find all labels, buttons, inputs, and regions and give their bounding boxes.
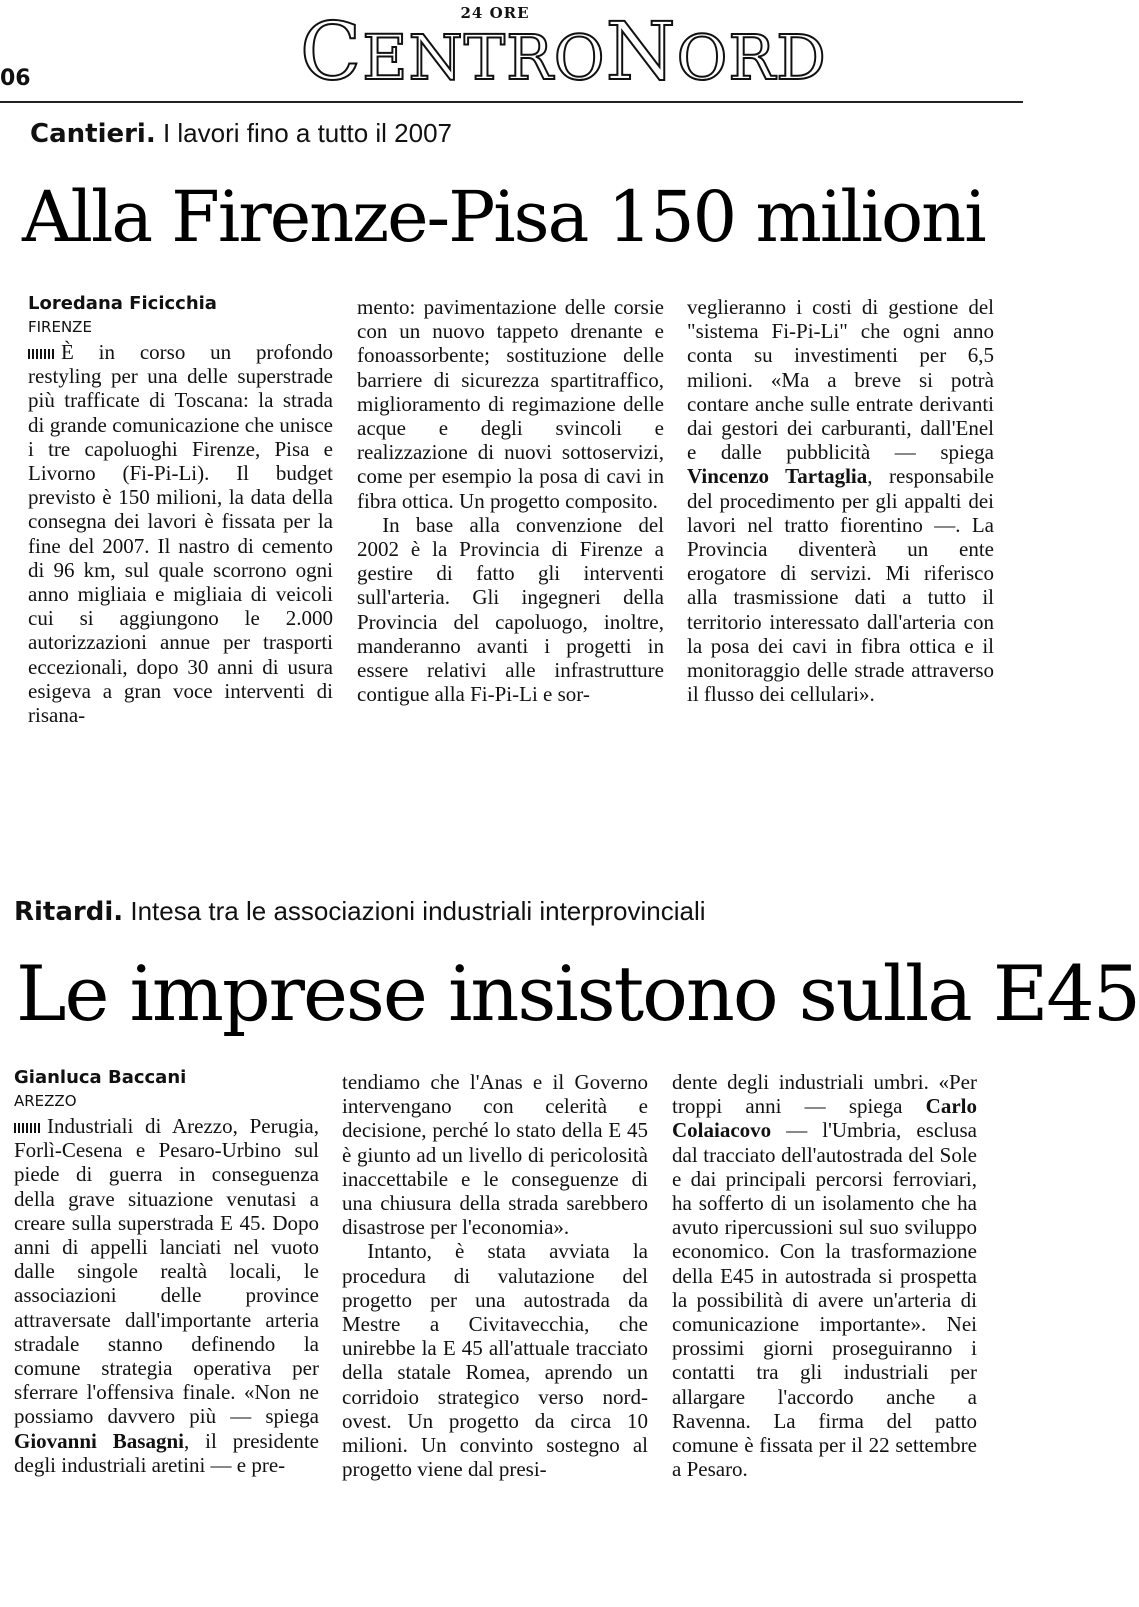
article2-author: Gianluca Baccani — [14, 1067, 187, 1088]
article1-author: Loredana Ficicchia — [28, 293, 217, 314]
masthead-logo — [300, 0, 827, 100]
article2-column-3: dente degli industriali umbri. «Per troppi anni — spiega Carlo Colaiacovo — l'Umbria, esclusa dal tracciato dell'autostrada del Sole e dai principali percorsi ferroviari, ha sofferto di un isolamento che ha avuto ripercussioni sul suo sviluppo economico. Con la trasformazione della E45 in autostrada si prospetta la possibilità di avere un'arteria di comunicazione importante». Nei prossimi giorni proseguiranno i contatti tra gli industriali per allargare l'accordo anche a Ravenna. La firma del patto comune è fissata per il 22 settembre a Pesaro. — [672, 1070, 977, 1482]
article1-column-1: Loredana Ficicchia FIRENZE È in corso un profondo restyling per una delle superstrade più trafficate di Toscana: la strada di grande comunicazione che unisce i tre capoluoghi Firenze, Pisa e Livorno (Fi-Pi-Li). Il budget previsto è 150 milioni, la data della consegna dei lavori è fissata per la fine del 2007. Il nastro di cemento di 96 km, sul quale scorrono ogni anno migliaia e migliaia di veicoli cui si aggiungono le 2.000 autorizzazioni annue per trasporti eccezionali, dopo 30 anni di usura esigeva a gran voce interventi di risana- — [28, 293, 333, 728]
lead-marker-icon — [28, 349, 56, 359]
quoted-person-name: Vincenzo Tartaglia — [687, 464, 868, 489]
article2-kicker: Ritardi. Intesa tra le associazioni industriali interprovinciali — [14, 896, 706, 927]
article1-column-2: mento: pavimentazione delle corsie con un nuovo tappeto drenante e fonoassorbente; sostituzione delle barriere di sicurezza spartitraffico, miglioramento di regimazione delle acque e degli svincoli e realizzazione di nuovi sottoservizi, come per esempio la posa di cavi in fibra ottica. Un progetto composito. In base alla convenzione del 2002 è la Provincia di Firenze a gestire di fatto gli interventi sull'arteria. Gli ingegneri della Provincia del capoluogo, inoltre, manderanno avanti i progetti in essere relativi alle infrastrutture contigue alla Fi-Pi-Li e sor- — [357, 295, 664, 707]
masthead-small-label: 24 ORE — [460, 4, 530, 22]
masthead-title: CENTRONORD — [300, 5, 827, 98]
header-rule — [0, 101, 1023, 103]
article2-column-2: tendiamo che l'Anas e il Governo intervengano con celerità e decisione, perché lo stato della E 45 è giunto ad un livello di pericolosità inaccettabile e le conseguenze di una chiusura della strada sarebbero disastrose per l'economia». Intanto, è stata avviata la procedura di valutazione del progetto per una autostrada da Mestre a Civitavecchia, che unirebbe la E 45 all'attuale tracciato della statale Romea, aprendo un corridoio strategico verso nord-ovest. Un progetto da circa 10 milioni. Un convinto sostegno al progetto viene dal presi- — [342, 1070, 648, 1482]
article2-headline: Le imprese insistono sulla E45 — [16, 949, 1139, 1038]
article2-column-1: Gianluca Baccani AREZZO Industriali di Arezzo, Perugia, Forlì-Cesena e Pesaro-Urbino sul piede di guerra in conseguenza della grave situazione venutasi a creare sulla superstrada E 45. Dopo anni di appelli lanciati nel vuoto dalle singole realtà locali, le associazioni delle province attraversate dall'importante arteria stradale stanno definendo la comune strategia operativa per sferrare l'offensiva finale. «Non ne possiamo davvero più — spiega Giovanni Basagni, il presidente degli industriali aretini — e pre- — [14, 1067, 319, 1477]
quoted-person-name: Giovanni Basagni — [14, 1428, 184, 1453]
page-number: 06 — [0, 66, 31, 91]
article1-kicker: Cantieri. I lavori fino a tutto il 2007 — [30, 118, 453, 149]
article1-column-3: veglieranno i costi di gestione del "sistema Fi-Pi-Li" che ogni anno conta su investimenti per 6,5 milioni. «Ma a breve si potrà contare anche sulle entrate derivanti dai gestori dei carburanti, dall'Enel e dalle pubblicità — spiega Vincenzo Tartaglia, responsabile del procedimento per gli appalti dei lavori nel tratto fiorentino —. La Provincia diventerà un ente erogatore di servizi. Mi riferisco alla trasmissione dati a tutto il territorio interessato dall'arteria con la posa dei cavi in fibra ottica e il monitoraggio delle strade attraverso il flusso dei cellulari». — [687, 295, 994, 707]
article1-place: FIRENZE — [28, 318, 92, 336]
lead-marker-icon — [14, 1123, 42, 1133]
article1-headline: Alla Firenze-Pisa 150 milioni — [22, 176, 985, 258]
article2-place: AREZZO — [14, 1092, 77, 1110]
quoted-person-name: Carlo Colaiacovo — [672, 1094, 977, 1143]
